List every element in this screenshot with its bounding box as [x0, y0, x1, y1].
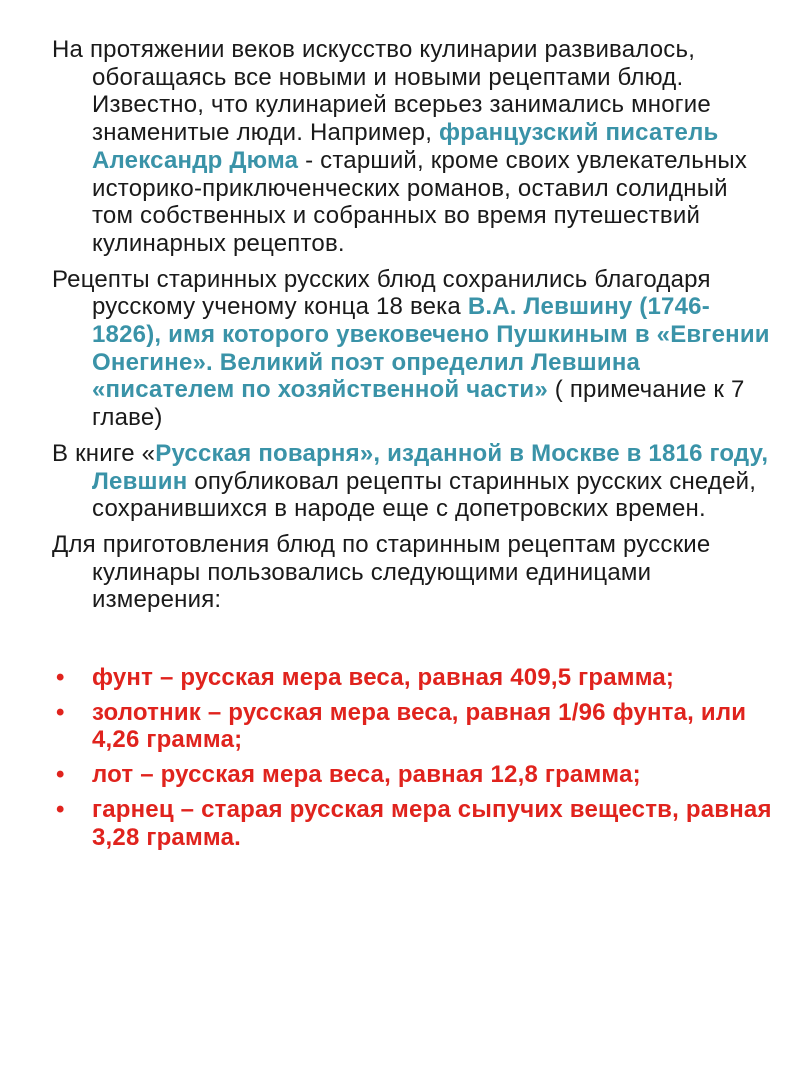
paragraph-text: - старший, кроме своих увлекательных историко-приключенческих романов, оставил солидный том собственных и собранных во время путешествий кулинарных рецептов.	[92, 146, 748, 257]
paragraph-dumas	[52, 36, 772, 258]
paragraph-text: В книге «	[52, 439, 156, 467]
paragraph-text: На протяжении веков искусство кулинарии развивалось, обогащаясь все новыми и новыми рецептами блюд. Известно, что кулинарией всерьез занимались многие знаменитые люди. Например,	[52, 36, 711, 147]
list-item-text: лот – русская мера веса, равная 12,8 грамма;	[92, 761, 641, 789]
paragraph-text: Рецепты старинных русских блюд сохранились благодаря русскому ученому конца 18 века	[52, 265, 711, 321]
list-item-lot	[52, 761, 772, 789]
paragraph-text: опубликовал рецепты старинных русских снедей, сохранившихся в народе еще с допетровских времен.	[92, 467, 757, 523]
units-list	[52, 664, 772, 851]
list-item-text: гарнец – старая русская мера сыпучих веществ, равная 3,28 грамма.	[92, 795, 772, 851]
list-item-funt	[52, 664, 772, 692]
bullet-icon: •	[56, 698, 65, 726]
paragraph-units-intro	[52, 531, 772, 614]
paragraph-text: Для приготовления блюд по старинным рецептам русские кулинары пользовались следующими единицами измерения:	[52, 530, 711, 614]
list-item-garnets	[52, 796, 772, 851]
highlight-book: Русская поварня», изданной в Москве в 1816 году, Левшин	[92, 439, 769, 495]
highlight-dumas: французский писатель Александр Дюма	[92, 119, 719, 174]
slide-content	[52, 36, 772, 858]
bullet-icon: •	[56, 795, 65, 823]
list-item-zolotnik	[52, 699, 772, 754]
paragraph-text: ( примечание к 7 главе)	[92, 376, 745, 432]
paragraph-book	[52, 440, 772, 523]
list-item-text: золотник – русская мера веса, равная 1/96 фунта, или 4,26 грамма;	[92, 698, 747, 754]
bullet-icon: •	[56, 761, 65, 789]
spacer	[52, 622, 772, 664]
list-item-text: фунт – русская мера веса, равная 409,5 грамма;	[92, 664, 675, 692]
bullet-icon: •	[56, 664, 65, 692]
paragraph-levshin	[52, 266, 772, 432]
highlight-levshin: В.А. Левшину (1746-1826), имя которого увековечено Пушкиным в «Евгении Онегине». Великий поэт определил Левшина «писателем по хозяйственной части»	[92, 293, 770, 404]
